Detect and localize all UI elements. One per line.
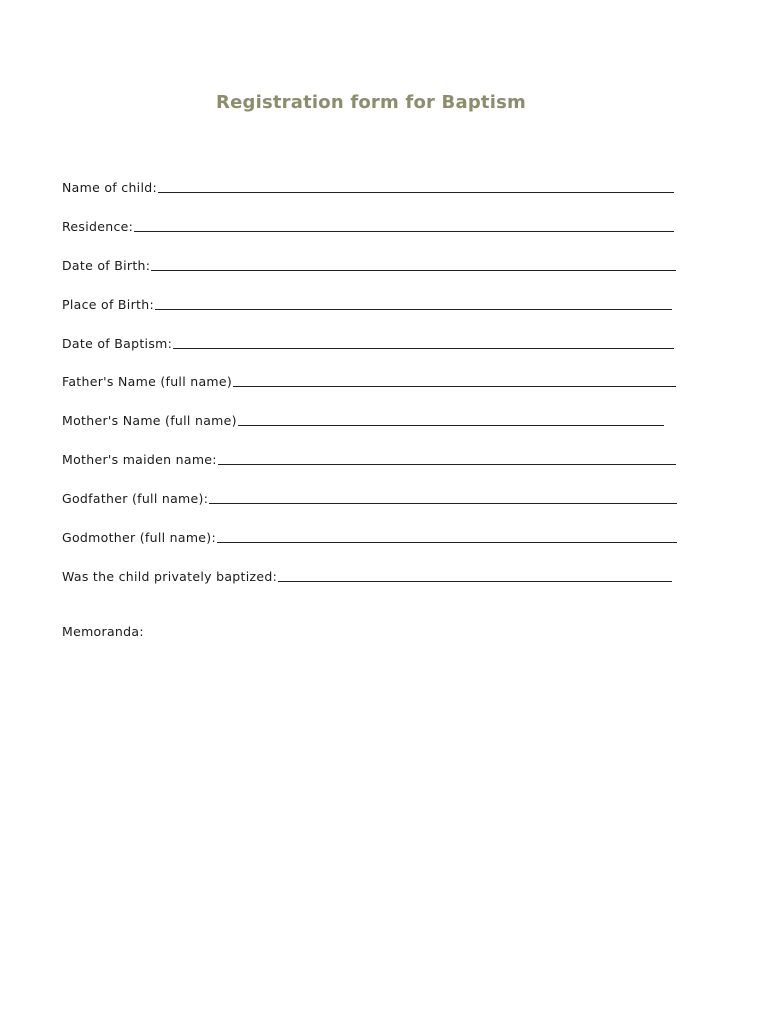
godmother-field[interactable] [62, 526, 677, 546]
name-of-child-field[interactable] [62, 176, 674, 196]
fill-line[interactable] [151, 269, 676, 271]
field-label: Name of child: [62, 180, 157, 195]
field-label: Mother's Name (full name) [62, 413, 237, 428]
mothers-name-field[interactable] [62, 409, 664, 429]
fill-line[interactable] [155, 308, 672, 310]
fill-line[interactable] [238, 424, 664, 426]
fill-line[interactable] [218, 463, 676, 465]
place-of-birth-field[interactable] [62, 293, 672, 313]
godfather-field[interactable] [62, 487, 677, 507]
field-label: Father's Name (full name) [62, 374, 233, 389]
fill-line[interactable] [158, 191, 674, 193]
mothers-maiden-name-field[interactable] [62, 448, 676, 468]
residence-field[interactable] [62, 215, 674, 235]
field-label: Was the child privately baptized: [62, 569, 278, 584]
date-of-birth-field[interactable] [62, 254, 676, 274]
fill-line[interactable] [217, 541, 677, 543]
fill-line[interactable] [173, 347, 674, 349]
field-label: Place of Birth: [62, 297, 154, 312]
fill-line[interactable] [278, 580, 672, 582]
field-label: Date of Birth: [62, 258, 151, 273]
field-label: Godmother (full name): [62, 530, 216, 545]
date-of-baptism-field[interactable] [62, 332, 674, 352]
fill-line[interactable] [233, 385, 676, 387]
field-label: Mother's maiden name: [62, 452, 217, 467]
field-label: Date of Baptism: [62, 336, 173, 351]
privately-baptized-field[interactable] [62, 565, 672, 585]
fathers-name-field[interactable] [62, 370, 676, 390]
form-title: Registration form for Baptism [216, 92, 526, 113]
field-label: Residence: [62, 219, 134, 234]
field-label: Godfather (full name): [62, 491, 209, 506]
fill-line[interactable] [209, 502, 677, 504]
memoranda-label: Memoranda: [62, 624, 144, 639]
fill-line[interactable] [134, 230, 674, 232]
